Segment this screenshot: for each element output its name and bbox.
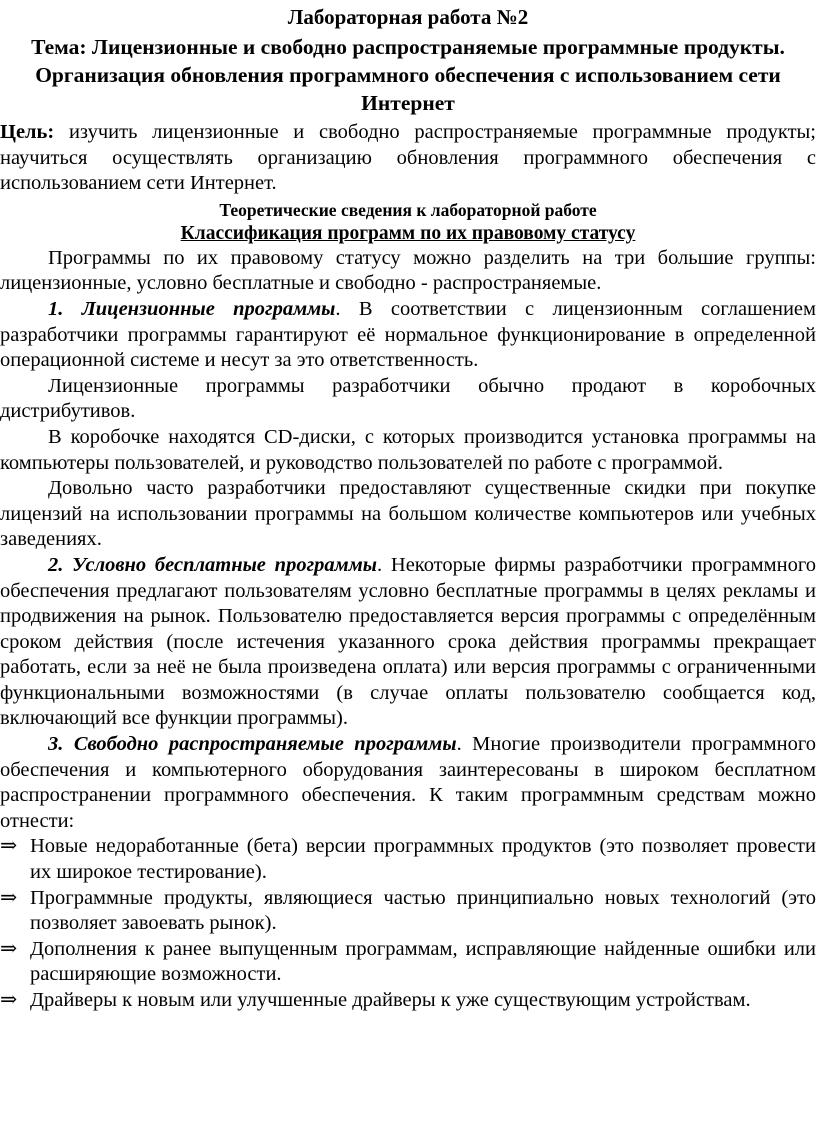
discount-paragraph: Довольно часто разработчики предоставляют существенные скидки при покупке лицензий на использовании программы на большом количестве компьютеров или учебных заведениях. [0,477,816,551]
arrow-right-icon: ⇒ [0,937,18,960]
topic-heading: Тема: Лицензионные и свободно распространяемые программные продукты. Организация обновления программного обеспечения с использованием сети Интернет [31,35,785,115]
arrow-right-icon: ⇒ [0,886,18,909]
freeware-paragraph [0,732,816,834]
list-item [0,834,816,885]
intro-paragraph: Программы по их правовому статусу можно разделить на три большие группы: лицензионные, условно бесплатные и свободно - распространяемые. [0,246,816,295]
list-item [0,988,816,1014]
shareware-paragraph [0,553,816,732]
licensed-text: . В соответствии с лицензионным соглашением разработчики программы гарантируют её нормальное функционирование в определенной операционной системе и несут за это ответственность. [0,297,816,372]
list-item [0,937,816,988]
cd-paragraph: В коробочке находятся CD-диски, с которых производится установка программы на компьютеры пользователей, и руководство пользователей по работе с программой. [0,425,816,474]
freeware-text: . Многие производители программного обеспечения и компьютерного оборудования заинтересованы в широком бесплатном распространении программного обеспечения. К таким программным средствам можно отнести: [0,733,816,832]
list-item-text: Дополнения к ранее выпущенным программам, исправляющие найденные ошибки или расширяющие возможности. [30,937,816,986]
goal-paragraph [0,120,816,197]
licensed-paragraph [0,297,816,374]
list-item-text: Программные продукты, являющиеся частью принципиально новых технологий (это позволяет завоевать рынок). [30,886,816,935]
freeware-label: 3. Свободно распространяемые программы [48,733,457,756]
goal-text: изучить лицензионные и свободно распространяемые программные продукты; научиться осуществлять организацию обновления программного обеспечения с использованием сети Интернет. [0,121,816,195]
list-item-text: Новые недоработанные (бета) версии программных продуктов (это позволяет провести их широкое тестирование). [30,835,816,884]
arrow-right-icon: ⇒ [0,989,18,1011]
list-item-text: Драйверы к новым или улучшенные драйверы к уже существующим устройствам. [30,989,751,1011]
freeware-list [0,834,816,1013]
goal-label: Цель: [0,121,55,143]
document-title: Лабораторная работа №2 [287,5,529,29]
theory-heading: Теоретические сведения к лабораторной работе [219,199,597,220]
licensed-label: 1. Лицензионные программы [48,297,336,320]
list-item [0,886,816,937]
shareware-text: . Некоторые фирмы разработчики программного обеспечения предлагают пользователям условно бесплатные программы в целях рекламы и продвижения на рынок. Пользователю предоставляется версия программы с определённым сроком действия (после истечения указанного срока действия программы прекращает работать, если за неё не была произведена оплата) или версия программы с ограниченными функциональными возможностями (в случае оплаты пользователю сообщается код, включающий все функции программы). [0,553,816,730]
shareware-label: 2. Условно бесплатные программы [48,553,377,576]
boxed-paragraph: Лицензионные программы разработчики обычно продают в коробочных дистрибутивов. [0,374,816,423]
section-heading: Классификация программ по их правовому статусу [180,222,636,244]
arrow-right-icon: ⇒ [0,835,18,858]
